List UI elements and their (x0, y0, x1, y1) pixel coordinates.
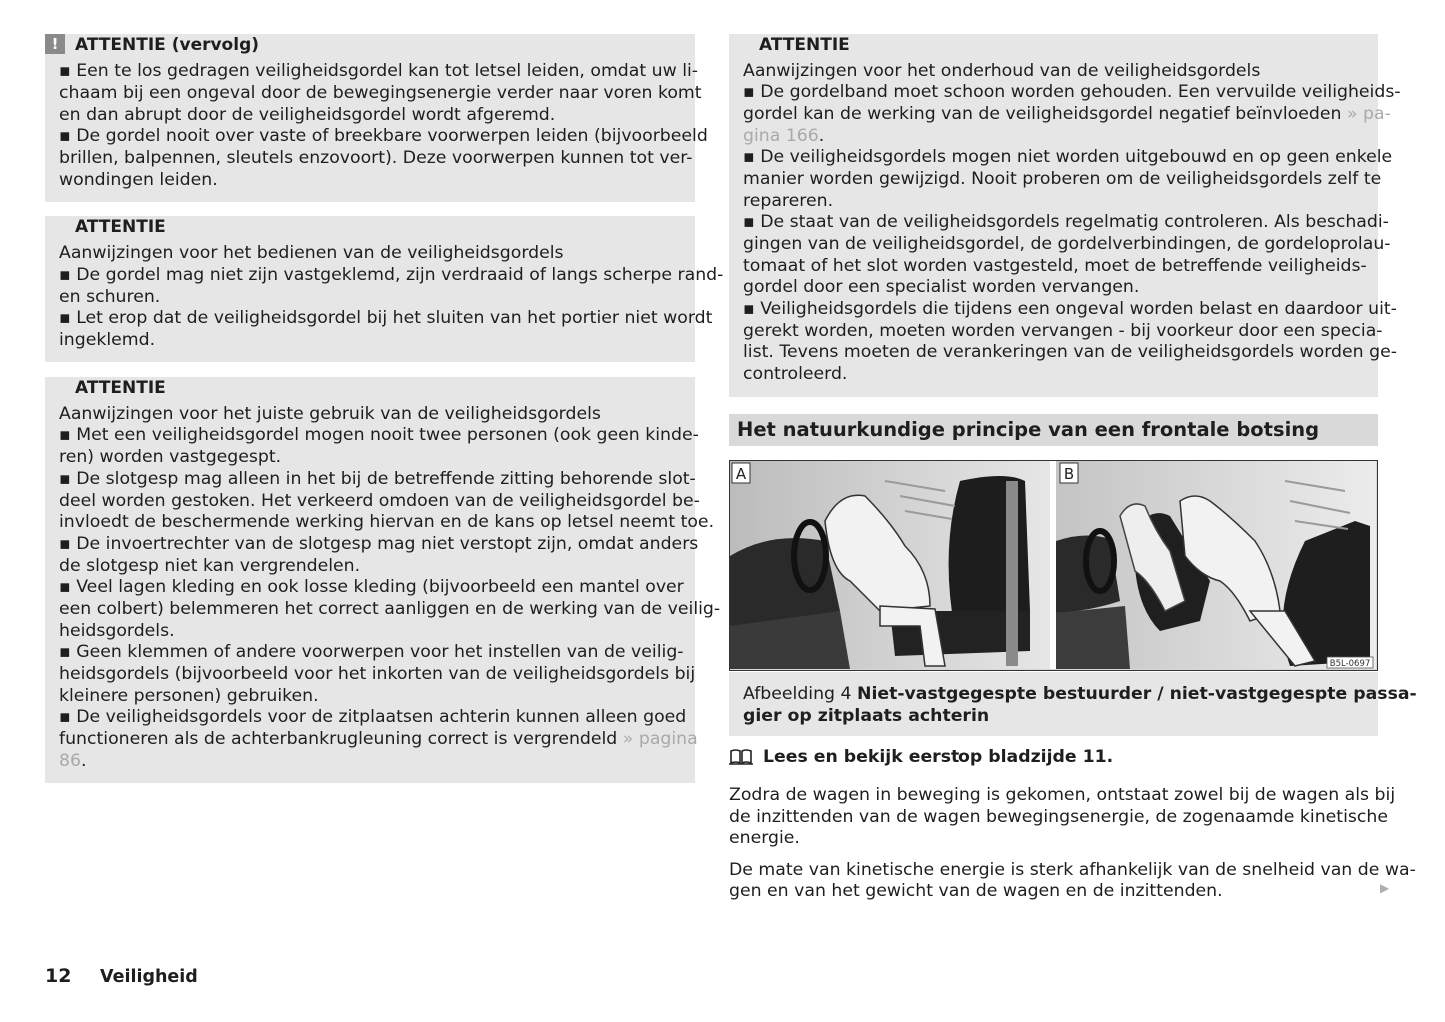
continue-arrow-icon: ▶ (1380, 881, 1390, 895)
text-line: ▪ De invoertrechter van de slotgesp mag niet verstopt zijn, omdat anders (59, 534, 699, 554)
text-line: ren) worden vastgegespt. (59, 447, 282, 467)
text-line: tomaat of het slot worden vastgesteld, moet de betreffende veiligheids- (743, 256, 1367, 276)
warning-title: ATTENTIE (vervolg) (75, 35, 260, 55)
text-segment: gordel kan de werking van de veiligheidsgordel negatief beïnvloeden (743, 104, 1347, 124)
text-segment: . (818, 126, 825, 146)
text-line (59, 729, 698, 751)
page-number: 12 (45, 965, 72, 987)
text-line: ▪ Veiligheidsgordels die tijdens een ongeval worden belast en daardoor uit- (743, 299, 1397, 319)
text-line: manier worden gewijzigd. Nooit proberen om de veiligheidsgordels zelf te (743, 169, 1382, 189)
text-line: ▪ Met een veiligheidsgordel mogen nooit twee personen (ook geen kinde- (59, 425, 699, 445)
text-line: chaam bij een ongeval door de bewegingsenergie verder naar voren komt (59, 83, 702, 103)
text-line: Aanwijzingen voor het juiste gebruik van de veiligheidsgordels (59, 404, 601, 424)
book-icon (729, 747, 753, 767)
text-line: wondingen leiden. (59, 170, 218, 190)
text-line: ▪ De staat van de veiligheidsgordels regelmatig controleren. Als beschadi- (743, 212, 1389, 232)
text-line: de slotgesp niet kan vergrendelen. (59, 556, 361, 576)
warning-title: ATTENTIE (75, 217, 166, 237)
text-line: brillen, balpennen, sleutels enzovoort). Deze voorwerpen kunnen tot ver- (59, 148, 693, 168)
text-line: ▪ De veiligheidsgordels mogen niet worden uitgebouwd en op geen enkele (743, 147, 1393, 167)
text-line: gordel door een specialist worden vervangen. (743, 277, 1140, 297)
text-line: een colbert) belemmeren het correct aanliggen en de werking van de veilig- (59, 599, 721, 619)
text-line: controleerd. (743, 364, 848, 384)
text-line: list. Tevens moeten de verankeringen van de veiligheidsgordels worden ge- (743, 342, 1397, 362)
page-link[interactable]: 86 (59, 751, 81, 771)
warning-box-usage (45, 377, 721, 783)
body-text-line: energie. (729, 828, 800, 848)
caption-line (743, 683, 1417, 705)
caption-prefix: Afbeelding 4 (743, 684, 857, 704)
text-line: ▪ De gordelband moet schoon worden gehouden. Een vervuilde veiligheids- (743, 82, 1401, 102)
text-segment: . (81, 751, 87, 771)
read-first-text: Lees en bekijk eerst (763, 747, 960, 767)
figure-caption (729, 672, 1417, 736)
read-first-page[interactable]: op bladzijde 11. (958, 747, 1114, 767)
warning-box-continued (45, 34, 708, 202)
text-line: deel worden gestoken. Het verkeerd omdoen van de veiligheidsgordel be- (59, 491, 700, 511)
section-heading (729, 414, 1378, 446)
panel-a-label: A (735, 465, 747, 483)
crash-illustration (730, 461, 1376, 669)
text-line: Aanwijzingen voor het onderhoud van de veiligheidsgordels (743, 61, 1261, 81)
text-line: ▪ Let erop dat de veiligheidsgordel bij het sluiten van het portier niet wordt (59, 308, 713, 328)
figure-code: B5L-0697 (1329, 659, 1371, 669)
body-text-line: Zodra de wagen in beweging is gekomen, ontstaat zowel bij de wagen als bij (729, 785, 1396, 805)
text-line: gingen van de veiligheidsgordel, de gordelverbindingen, de gordeloprolau- (743, 234, 1391, 254)
warning-title: ATTENTIE (75, 378, 166, 398)
text-line: ▪ De gordel mag niet zijn vastgeklemd, zijn verdraaid of langs scherpe rand- (59, 265, 724, 285)
text-line: ▪ De veiligheidsgordels voor de zitplaatsen achterin kunnen alleen goed (59, 707, 687, 727)
body-text-line: de inzittenden van de wagen bewegingsenergie, de zogenaamde kinetische (729, 807, 1388, 827)
text-segment: functioneren als de achterbankrugleuning correct is vergrendeld (59, 729, 623, 749)
body-text-line: De mate van kinetische energie is sterk afhankelijk van de snelheid van de wa- (729, 860, 1416, 880)
car-floor-b (1056, 606, 1130, 669)
panel-b-label: B (1063, 465, 1075, 483)
body-text-line: gen en van het gewicht van de wagen en de inzittenden. (729, 881, 1223, 901)
text-line: ▪ Een te los gedragen veiligheidsgordel kan tot letsel leiden, omdat uw li- (59, 61, 699, 81)
text-line: kleinere personen) gebruiken. (59, 686, 319, 706)
caption-title: Niet-vastgegespte bestuurder / niet-vastgegespte passa- (857, 684, 1417, 704)
caption-line: gier op zitplaats achterin (743, 706, 990, 726)
warning-icon: ! (45, 34, 65, 54)
text-line (743, 126, 824, 148)
text-line (59, 751, 87, 773)
section-title: Het natuurkundige principe van een frontale botsing (737, 418, 1320, 441)
page-link[interactable]: gina 166 (743, 126, 819, 146)
text-line: invloedt de beschermende werking hiervan en de kans op letsel neemt toe. (59, 512, 715, 532)
text-line: repareren. (743, 191, 834, 211)
text-line: ▪ De slotgesp mag alleen in het bij de betreffende zitting behorende slot- (59, 469, 696, 489)
warning-box-operation (45, 216, 724, 362)
text-line: ▪ Veel lagen kleding en ook losse kleding (bijvoorbeeld een mantel over (59, 577, 684, 597)
text-line: ▪ Geen klemmen of andere voorwerpen voor het instellen van de veilig- (59, 642, 684, 662)
text-line: heidsgordels (bijvoorbeeld voor het inkorten van de veiligheidsgordels bij (59, 664, 696, 684)
text-line: Aanwijzingen voor het bedienen van de veiligheidsgordels (59, 243, 564, 263)
text-line: en schuren. (59, 287, 161, 307)
text-line: ▪ De gordel nooit over vaste of breekbare voorwerpen leiden (bijvoorbeeld (59, 126, 708, 146)
seatbelt-a (1006, 481, 1018, 666)
panel-divider (1050, 461, 1056, 669)
warning-box-maintenance (729, 34, 1401, 397)
text-line: heidsgordels. (59, 621, 175, 641)
warning-title: ATTENTIE (759, 35, 850, 55)
page-link[interactable]: » pa- (1346, 104, 1391, 124)
figure-illustration (729, 460, 1378, 671)
text-line: gerekt worden, moeten worden vervangen - bij voorkeur door een specia- (743, 321, 1383, 341)
text-line: ingeklemd. (59, 330, 156, 350)
footer-section: Veiligheid (100, 967, 198, 987)
page-link[interactable]: » pagina (622, 729, 698, 749)
text-line (743, 104, 1391, 126)
text-line: en dan abrupt door de veiligheidsgordel wordt afgeremd. (59, 105, 556, 125)
